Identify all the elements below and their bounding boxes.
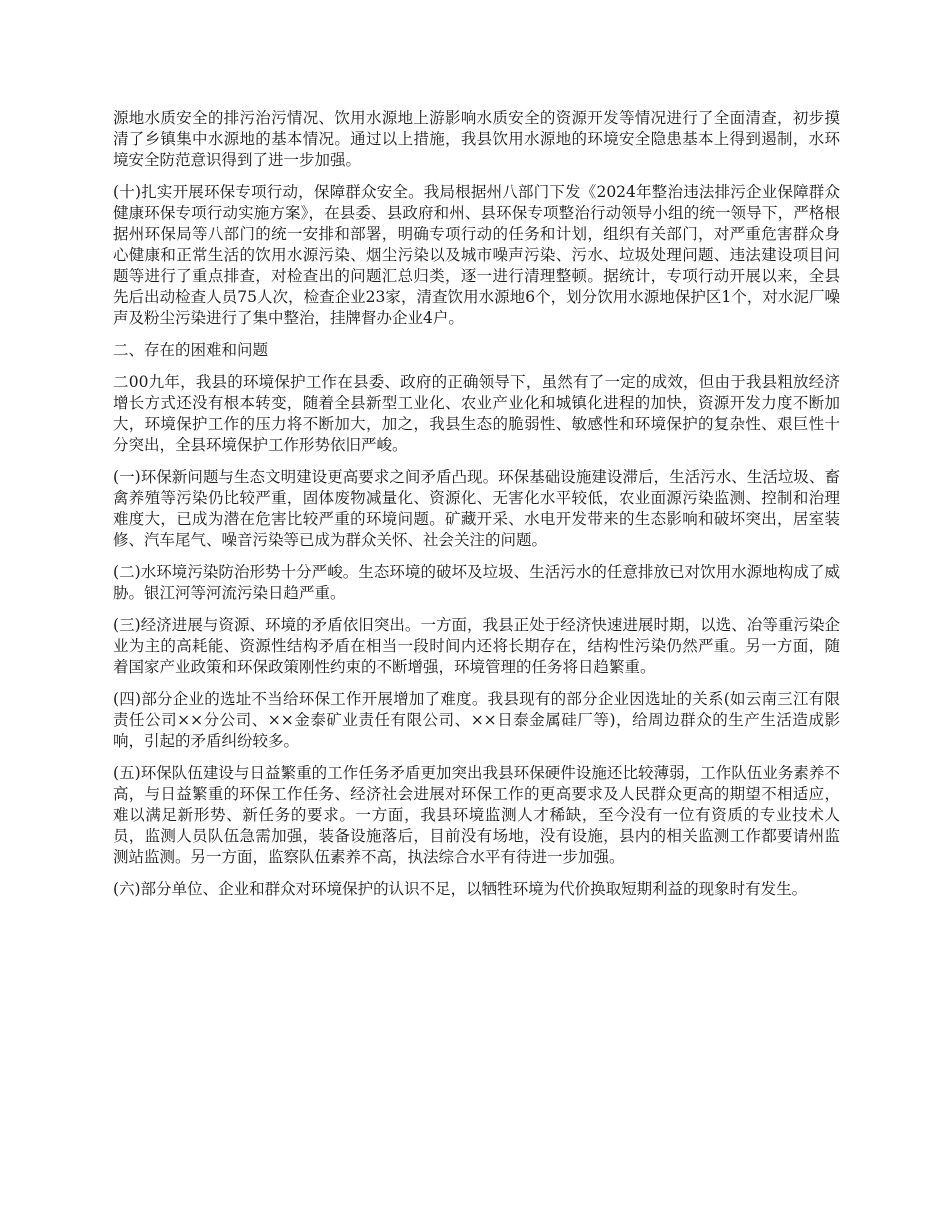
paragraph-issue-4: (四)部分企业的选址不当给环保工作开展增加了难度。我县现有的部分企业因选址的关系(如云南三江有限责任公司××分公司、××金泰矿业责任有限公司、××日泰金属硅厂等)，给周边群众的生产生活造成影响，引起的矛盾纠纷较多。: [113, 690, 840, 750]
paragraph-issue-3: (三)经济进展与资源、环境的矛盾依旧突出。一方面，我县正处于经济快速进展时期，以选、冶等重污染企业为主的高耗能、资源性结构矛盾在相当一段时间内还将长期存在，结构性污染仍然严重。另一方面，随着国家产业政策和环保政策刚性约束的不断增强，环境管理的任务将日趋繁重。: [113, 616, 840, 676]
section-heading-difficulties: 二、存在的困难和问题: [113, 341, 269, 359]
paragraph-issue-1: (一)环保新问题与生态文明建设更高要求之间矛盾凸现。环保基础设施建设滞后，生活污水、生活垃圾、畜禽养殖等污染仍比较严重，固体废物减量化、资源化、无害化水平较低，农业面源污染监测、控制和治理难度大，已成为潜在危害比较严重的环境问题。矿藏开采、水电开发带来的生态影响和破坏突出，居室装修、汽车尾气、噪音污染等已成为群众关怀、社会关注的问题。: [113, 468, 840, 549]
paragraph-overview-2009: 二00九年，我县的环境保护工作在县委、政府的正确领导下，虽然有了一定的成效，但由于我县粗放经济增长方式还没有根本转变，随着全县新型工业化、农业产业化和城镇化进程的加快，资源开发力度不断加大，环境保护工作的压力将不断加大，加之，我县生态的脆弱性、敏感性和环境保护的复杂性、艰巨性十分突出，全县环境保护工作形势依旧严峻。: [113, 373, 840, 454]
paragraph-issue-6: (六)部分单位、企业和群众对环境保护的认识不足，以牺牲环境为代价换取短期利益的现象时有发生。: [113, 880, 808, 898]
paragraph-issue-2: (二)水环境污染防治形势十分严峻。生态环境的破坏及垃圾、生活污水的任意排放已对饮用水源地构成了威胁。银江河等河流污染日趋严重。: [113, 563, 840, 602]
paragraph-water-source-review: 源地水质安全的排污治污情况、饮用水源地上游影响水质安全的资源开发等情况进行了全面清查，初步摸清了乡镇集中水源地的基本情况。通过以上措施，我县饮用水源地的环境安全隐患基本上得到遏制，水环境安全防范意识得到了进一步加强。: [113, 109, 840, 169]
document-body: [113, 108, 840, 911]
paragraph-issue-5: (五)环保队伍建设与日益繁重的工作任务矛盾更加突出我县环保硬件设施还比较薄弱，工作队伍业务素养不高，与日益繁重的环保工作任务、经济社会进展对环保工作的更高要求及人民群众更高的期望不相适应，难以满足新形势、新任务的要求。一方面，我县环境监测人才稀缺，至今没有一位有资质的专业技术人员，监测人员队伍急需加强，装备设施落后，目前没有场地，没有设施，县内的相关监测工作都要请州监测站监测。另一方面，监察队伍素养不高，执法综合水平有待进一步加强。: [113, 764, 840, 866]
paragraph-special-action: (十)扎实开展环保专项行动，保障群众安全。我局根据州八部门下发《2024年整治违法排污企业保障群众健康环保专项行动实施方案》，在县委、县政府和州、县环保专项整治行动领导小组的统一领导下，严格根据州环保局等八部门的统一安排和部署，明确专项行动的任务和计划，组织有关部门，对严重危害群众身心健康和正常生活的饮用水源污染、烟尘污染以及城市噪声污染、污水、垃圾处理问题、违法建设项目问题等进行了重点排查，对检查出的问题汇总归类，逐一进行清理整顿。据统计，专项行动开展以来，全县先后出动检查人员75人次，检查企业23家，清查饮用水源地6个，划分饮用水源地保护区1个，对水泥厂噪声及粉尘污染进行了集中整治，挂牌督办企业4户。: [113, 183, 840, 327]
